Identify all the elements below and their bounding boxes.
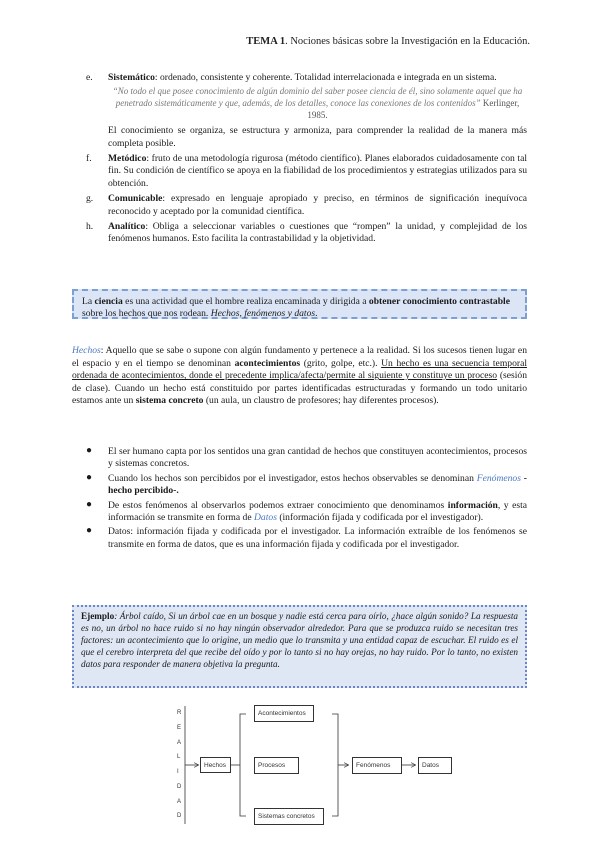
ciencia-definition-box <box>72 289 527 319</box>
header-title: . Nociones básicas sobre la Investigación en la Educación. <box>285 36 530 47</box>
realidad-letter: E <box>177 725 182 731</box>
bullet-list <box>86 446 527 553</box>
box-text: . <box>315 308 318 320</box>
list-item-e-continuation: El conocimiento se organiza, se estructura y armoniza, para comprender la realidad de la manera más completa posible. <box>108 125 527 149</box>
term-datos: Datos <box>254 512 277 524</box>
bullet-item-4 <box>86 526 527 551</box>
realidad-letter: D <box>177 784 182 790</box>
list-item-f <box>86 153 527 190</box>
hechos-datos-diagram <box>170 702 470 828</box>
realidad-letter: R <box>177 710 182 716</box>
sistemas-concretos-box: Sistemas concretos <box>254 808 324 825</box>
box-text: sobre los hechos que nos rodean. <box>82 308 211 320</box>
term-sistema-concreto: sistema concreto <box>135 395 204 407</box>
term-informacion: información <box>447 499 498 511</box>
term-sistematico: Sistemático <box>108 72 155 83</box>
bullet-item-2 <box>86 473 527 498</box>
para-text: (sesión de clase). Cuando un hecho está constituido por partes identificadas estructuradas y formando un todo unitario estamos ante un <box>72 370 527 407</box>
term-fenomenos: Fenómenos <box>476 472 521 484</box>
list-item-e <box>86 72 527 84</box>
term-ciencia: ciencia <box>94 296 123 307</box>
list-marker: h. <box>86 221 94 233</box>
list-marker: f. <box>86 153 92 164</box>
hechos-fenomenos-datos: Hechos, fenómenos y datos <box>210 308 316 320</box>
bullet-text: (información fijada y codificada por el investigador). <box>276 512 484 524</box>
list-text: : expresado en lenguaje apropiado y preciso, en términos de significación inequívoca reconocido y aceptado por la comunidad científica. <box>108 193 527 217</box>
acontecimientos-box: Acontecimientos <box>254 705 314 722</box>
realidad-letter: I <box>177 769 179 775</box>
kerlinger-quote <box>108 86 527 121</box>
hecho-percibido: -hecho percibido-. <box>108 472 527 497</box>
list-marker: e. <box>86 72 93 83</box>
list-text: : fruto de una metodología rigurosa (método científico). Planes elaborados cuidadosamente con tal fin. Su condición de científico se apoya en la fiabilidad de los procedimientos y estrategias utilizados para su obtención. <box>108 153 527 189</box>
bullet-text: Datos: información fijada y codificada por el investigador. La información extraíble de los fenómenos se transmite en forma de datos, que es una información fijada y codificada por el investigador. <box>108 526 527 550</box>
realidad-letter: D <box>177 813 182 819</box>
underlined-definition: Un hecho es una secuencia temporal ordenada de acontecimientos, donde el precedente implica/afecta/permite al siguiente y constituye un proceso <box>72 357 527 382</box>
realidad-letter: A <box>177 740 182 746</box>
list-item-h <box>86 221 527 246</box>
realidad-letter: L <box>177 754 181 760</box>
term-analitico: Analítico <box>108 221 146 233</box>
characteristics-list <box>86 72 527 246</box>
bullet-text: , y esta información se transmite en forma de <box>108 499 527 524</box>
para-text: (grito, golpe, etc.). <box>300 357 382 369</box>
para-text: : Aquello que se sabe o supone con algún fundamento y pertenece a la realidad. Si los sucesos tienen lugar en el espacio y en el tiempo se denominan <box>72 345 527 369</box>
list-text: : Obliga a seleccionar variables o cuestiones que “rompen” la unidad, y complejidad de los fenómenos humanos. Esto facilita la contrastabilidad y la objetividad. <box>108 221 527 245</box>
header-tema: TEMA 1 <box>246 36 286 47</box>
fenomenos-box: Fenómenos <box>352 757 402 774</box>
term-comunicable: Comunicable <box>108 193 163 205</box>
bullet-dot: ● <box>86 498 93 510</box>
ejemplo-box <box>72 605 527 688</box>
list-item-g <box>86 193 527 218</box>
ejemplo-label: Ejemplo <box>81 611 115 621</box>
box-text: La <box>82 296 95 307</box>
bullet-text: Cuando los hechos son percibidos por el investigador, estos hechos observables se denominan <box>108 472 477 484</box>
quote-author: Kerlinger, 1985. <box>307 98 520 120</box>
bullet-dot: ● <box>86 445 93 456</box>
quote-text: “No todo el que posee conocimiento de algún dominio del saber posee ciencia de él, sino solamente aquel que ha penetrado sistemáticamente y que, además, de los detalles, conoce las conexiones de los contenidos” <box>112 86 523 108</box>
hechos-paragraph <box>72 345 527 408</box>
ejemplo-text: : Árbol caído, Si un árbol cae en un bosque y nadie está cerca para oírlo, ¿hace algún sonido? La respuesta es no, un árbol no hace ruido si no hay ningún observador alrededor. Para que se produzca ruido se necesitan tres factores: un acontecimiento que lo origine, un medio que lo transmita y una entidad capaz de escuchar. El ruido es el que el cerebro interpreta del que recibe del oído y por lo tanto si no hay orejas, no hay ruido. Por lo tanto, no existen datos para responder de manera objetiva la pregunta. <box>81 611 518 669</box>
bullet-dot: ● <box>86 471 93 483</box>
right-bracket <box>332 714 338 816</box>
page-header <box>246 36 530 47</box>
list-text: : ordenado, consistente y coherente. Totalidad interrelacionada e integrada en un sistema. <box>154 72 497 83</box>
bullet-item-3 <box>86 500 527 525</box>
hechos-box: Hechos <box>200 757 231 773</box>
bullet-text: De estos fenómenos al observarlos podemos extraer conocimiento que denominamos <box>108 499 448 511</box>
term-conocimiento-contrastable: obtener conocimiento contrastable <box>368 296 510 307</box>
bullet-item-1 <box>86 446 527 471</box>
para-text: (un aula, un claustro de profesores; hay diferentes procesos). <box>203 395 439 407</box>
list-marker: g. <box>86 193 94 205</box>
term-acontecimientos: acontecimientos <box>234 357 301 369</box>
term-metodico: Metódico <box>108 153 147 164</box>
box-text: es una actividad que el hombre realiza encaminada y dirigida a <box>122 296 369 307</box>
bullet-dot: ● <box>86 525 93 537</box>
bullet-text: El ser humano capta por los sentidos una gran cantidad de hechos que constituyen acontecimientos, procesos y sistemas concretos. <box>108 446 527 470</box>
datos-box: Datos <box>418 757 452 774</box>
procesos-box: Procesos <box>254 757 299 774</box>
realidad-letter: A <box>177 799 182 805</box>
left-bracket <box>240 714 246 816</box>
term-hechos: Hechos <box>72 345 101 356</box>
